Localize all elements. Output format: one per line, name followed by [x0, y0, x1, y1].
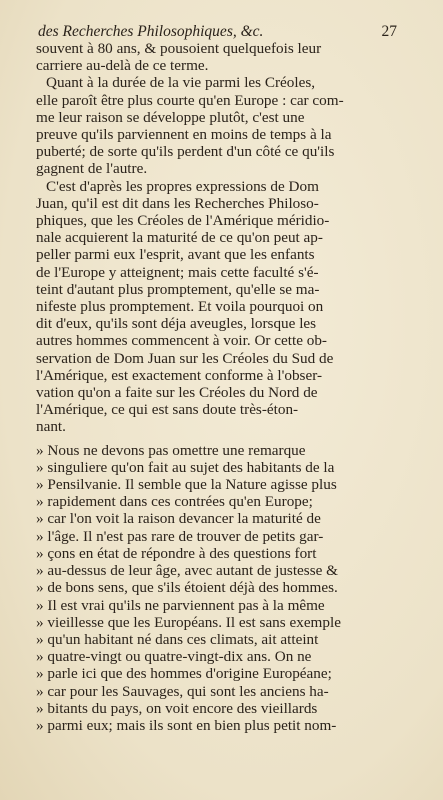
text-line: preuve qu'ils parviennent en moins de temps à la	[36, 126, 332, 144]
quote-line: » quatre-vingt ou quatre-vingt-dix ans. On ne	[36, 648, 312, 666]
quotation-paragraph	[36, 442, 358, 734]
quote-line: » çons en état de répondre à des questions fort	[36, 544, 317, 562]
paragraph-1	[36, 40, 358, 74]
quote-line: » vieillesse que les Européans. Il est sans exemple	[36, 613, 341, 631]
page-number: 27	[381, 23, 397, 40]
text-line: l'Amérique, est exactement conforme à l'obser-	[36, 366, 323, 384]
text-line: Quant à la durée de la vie parmi les Créoles,	[46, 74, 316, 92]
text-line: dit d'eux, qu'ils sont déja aveugles, lorsque les	[36, 315, 317, 333]
quote-line: » parmi eux; mais ils sont en bien plus petit nom-	[36, 716, 337, 734]
quote-line: » qu'un habitant né dans ces climats, ait atteint	[36, 630, 319, 648]
quote-line: » car l'on voit la raison devancer la maturité de	[36, 510, 321, 528]
text-line: servation de Dom Juan sur les Créoles du Sud de	[36, 349, 334, 367]
text-line: phiques, que les Créoles de l'Amérique méridio-	[36, 212, 330, 230]
text-line: autres hommes commencent à voir. Or cette ob-	[36, 332, 327, 350]
text-line: C'est d'après les propres expressions de Dom	[46, 177, 319, 195]
text-line: nifeste plus promptement. Et voila pourquoi on	[36, 298, 324, 316]
quote-line: » Il est vrai qu'ils ne parviennent pas à la même	[36, 596, 325, 614]
text-line: peller parmi eux l'esprit, avant que les enfants	[36, 246, 315, 264]
quote-line: » au-dessus de leur âge, avec autant de justesse &	[36, 562, 338, 580]
quote-line: » Nous ne devons pas omettre une remarque	[36, 441, 306, 459]
text-line: de l'Europe y atteignent; mais cette faculté s'é-	[36, 263, 319, 281]
text-line: elle paroît être plus courte qu'en Europe : car com-	[36, 91, 344, 109]
text-line: nant.	[36, 418, 66, 436]
quote-line: » Pensilvanie. Il semble que la Nature agisse plus	[36, 476, 337, 494]
text-line: carriere au-delà de ce terme.	[36, 57, 209, 75]
text-line: gagnent de l'autre.	[36, 160, 148, 178]
paragraph-3	[36, 178, 358, 436]
text-line: puberté; de sorte qu'ils perdent d'un côté ce qu'ils	[36, 143, 335, 161]
quote-line: » car pour les Sauvages, qui sont les anciens ha-	[36, 682, 329, 700]
quote-line: » l'âge. Il n'est pas rare de trouver de petits gar-	[36, 527, 324, 545]
running-title: des Recherches Philosophiques, &c.	[38, 23, 264, 40]
quote-line: » bitants du pays, on voit encore des vieillards	[36, 699, 318, 717]
page-body	[36, 40, 358, 734]
quote-line: » rapidement dans ces contrées qu'en Europe;	[36, 493, 313, 511]
paragraph-2	[36, 74, 358, 177]
quote-line: » de bons sens, que s'ils étoient déjà des hommes.	[36, 579, 338, 597]
text-line: l'Amérique, ce qui est sans doute très-éton-	[36, 401, 299, 419]
text-line: vation qu'on a faite sur les Créoles du Nord de	[36, 384, 318, 402]
quote-line: » parle ici que des hommes d'origine Européane;	[36, 665, 332, 683]
text-line: teint d'autant plus promptement, qu'elle se ma-	[36, 280, 320, 298]
quote-line: » singuliere qu'on fait au sujet des habitants de la	[36, 458, 335, 476]
text-line: souvent à 80 ans, & pousoient quelquefois leur	[36, 40, 322, 57]
text-line: me leur raison se développe plutôt, c'est une	[36, 108, 305, 126]
text-line: nale acquierent la maturité de ce qu'on peut ap-	[36, 229, 323, 247]
text-line: Juan, qu'il est dit dans les Recherches Philoso-	[36, 194, 319, 212]
running-header	[38, 22, 397, 42]
